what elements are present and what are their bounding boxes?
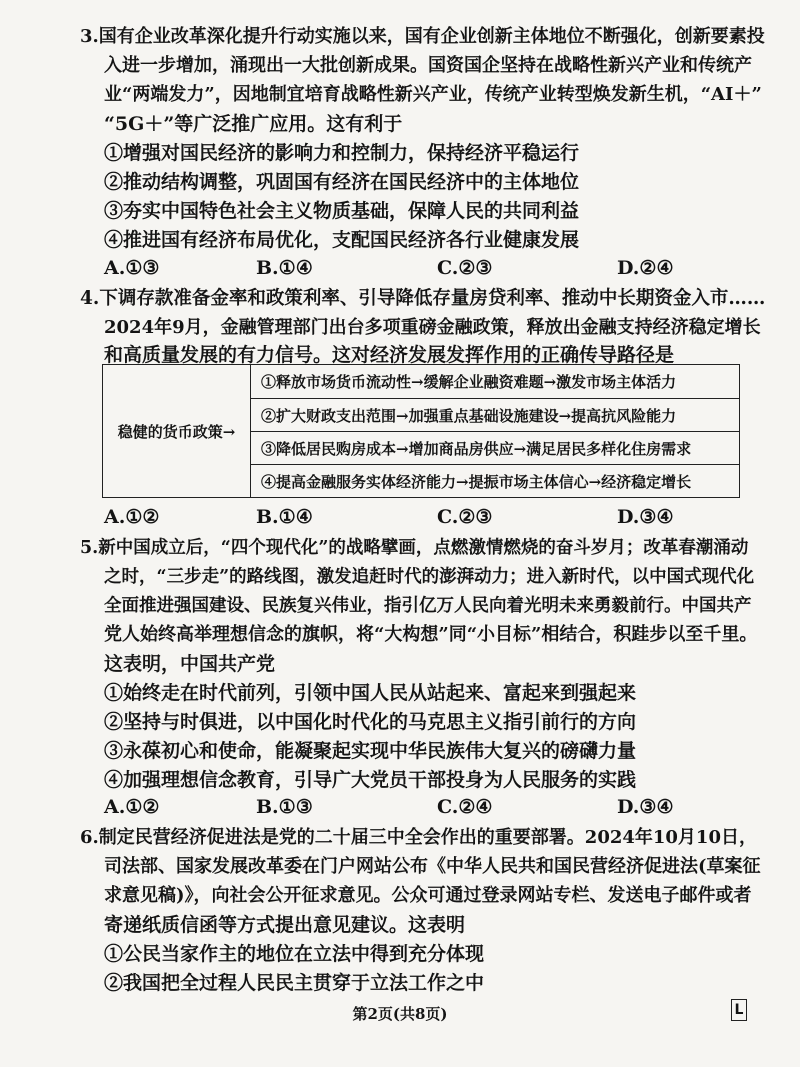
q5-option-d[interactable]: D.③④ bbox=[617, 796, 674, 818]
q5-statement: ③永葆初心和使命，能凝聚起实现中华民族伟大复兴的磅礴力量 bbox=[104, 740, 637, 762]
q5-stem-line: 5.新中国成立后，“四个现代化”的战略擘画，点燃激情燃烧的奋斗岁月；改革春潮涌动 bbox=[80, 538, 749, 558]
q4-option-a[interactable]: A.①② bbox=[104, 506, 160, 528]
q3-option-d[interactable]: D.②④ bbox=[617, 257, 674, 279]
q4-stem-line: 和高质量发展的有力信号。这对经济发展发挥作用的正确传导路径是 bbox=[104, 344, 675, 366]
q3-statement: ④推进国有经济布局优化，支配国民经济各行业健康发展 bbox=[104, 229, 580, 251]
transmission-path-table bbox=[102, 364, 740, 498]
q5-stem-line: 这表明，中国共产党 bbox=[104, 653, 276, 675]
path-row: ④提高金融服务实体经济能力→提振市场主体信心→经济稳定增长 bbox=[251, 464, 739, 497]
q3-statement: ③夯实中国特色社会主义物质基础，保障人民的共同利益 bbox=[104, 200, 580, 222]
q4-options bbox=[104, 506, 744, 532]
q6-statement: ②我国把全过程人民民主贯穿于立法工作之中 bbox=[104, 972, 485, 994]
q3-stem-line: 业“两端发力”，因地制宜培育战略性新兴产业，传统产业转型焕发新生机，“AI＋” bbox=[104, 84, 762, 105]
q3-options bbox=[104, 257, 744, 283]
q4-option-c[interactable]: C.②③ bbox=[437, 506, 493, 528]
path-list bbox=[251, 365, 739, 497]
q6-statement: ①公民当家作主的地位在立法中得到充分体现 bbox=[104, 943, 485, 965]
q5-statement: ④加强理想信念教育，引导广大党员干部投身为人民服务的实践 bbox=[104, 769, 637, 791]
page-number: 第2页(共8页) bbox=[352, 1005, 448, 1023]
q5-statement: ①始终走在时代前列，引领中国人民从站起来、富起来到强起来 bbox=[104, 682, 637, 704]
q6-stem-line: 寄递纸质信函等方式提出意见建议。这表明 bbox=[104, 914, 466, 936]
path-row: ①释放市场货币流动性→缓解企业融资难题→激发市场主体活力 bbox=[261, 373, 677, 391]
q5-option-a[interactable]: A.①② bbox=[104, 796, 160, 818]
q5-stem-line: 党人始终高举理想信念的旗帜，将“大构想”同“小目标”相结合，积跬步以至千里。 bbox=[104, 624, 758, 645]
q5-options bbox=[104, 796, 744, 822]
q3-stem-line: 入进一步增加，涌现出一大批创新成果。国资国企坚持在战略性新兴产业和传统产 bbox=[104, 55, 752, 76]
q3-stem-line: 3.国有企业改革深化提升行动实施以来，国有企业创新主体地位不断强化，创新要素投 bbox=[80, 26, 765, 47]
monetary-policy-label: 稳健的货币政策→ bbox=[103, 365, 251, 497]
q4-option-b[interactable]: B.①④ bbox=[256, 506, 313, 528]
q3-statement: ①增强对国民经济的影响力和控制力，保持经济平稳运行 bbox=[104, 142, 580, 164]
q4-stem-line: 4.下调存款准备金率和政策利率、引导降低存量房贷利率、推动中长期资金入市…… bbox=[80, 288, 766, 309]
q3-option-c[interactable]: C.②③ bbox=[437, 257, 493, 279]
q6-stem-line: 6.制定民营经济促进法是党的二十届三中全会作出的重要部署。2024年10月10日， bbox=[80, 827, 757, 848]
q3-statement: ②推动结构调整，巩固国有经济在国民经济中的主体地位 bbox=[104, 171, 580, 193]
q4-option-d[interactable]: D.③④ bbox=[617, 506, 674, 528]
q5-stem-line: 全面推进强国建设、民族复兴伟业，指引亿万人民向着光明未来勇毅前行。中国共产 bbox=[104, 596, 752, 616]
q5-stem-line: 之时，“三步走”的路线图，激发追赶时代的澎湃动力；进入新时代，以中国式现代化 bbox=[104, 567, 755, 587]
q3-option-a[interactable]: A.①③ bbox=[104, 257, 160, 279]
q5-statement: ②坚持与时俱进，以中国化时代化的马克思主义指引前行的方向 bbox=[104, 711, 637, 733]
q6-stem-line: 司法部、国家发展改革委在门户网站公布《中华人民共和国民营经济促进法(草案征 bbox=[104, 856, 761, 877]
q6-stem-line: 求意见稿)》，向社会公开征求意见。公众可通过登录网站专栏、发送电子邮件或者 bbox=[104, 885, 752, 906]
q3-option-b[interactable]: B.①④ bbox=[256, 257, 313, 279]
paper-type-mark: L bbox=[731, 999, 747, 1021]
q5-option-c[interactable]: C.②④ bbox=[437, 796, 493, 818]
q5-option-b[interactable]: B.①③ bbox=[256, 796, 313, 818]
path-row: ③降低居民购房成本→增加商品房供应→满足居民多样化住房需求 bbox=[251, 431, 739, 464]
q4-stem-line: 2024年9月，金融管理部门出台多项重磅金融政策，释放出金融支持经济稳定增长 bbox=[104, 317, 761, 338]
path-row: ②扩大财政支出范围→加强重点基础设施建设→提高抗风险能力 bbox=[251, 398, 739, 431]
q3-stem-line: “5G＋”等广泛推广应用。这有利于 bbox=[104, 113, 403, 135]
